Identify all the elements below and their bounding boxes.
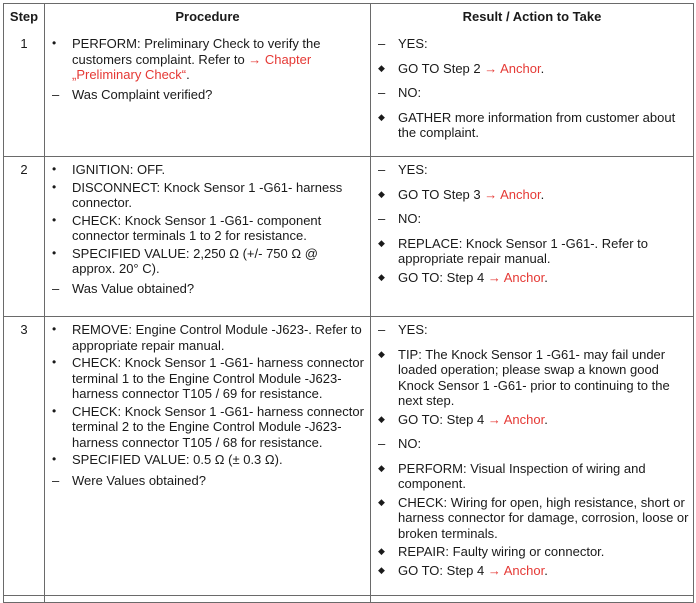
result-action: ◆ REPLACE: Knock Sensor 1 -G61-. Refer to appropriate repair manual. bbox=[378, 235, 648, 266]
result-action: ◆ GO TO Step 2 → Anchor. bbox=[378, 60, 545, 76]
header-result: Result / Action to Take bbox=[371, 4, 693, 29]
anchor-link[interactable]: → Anchor bbox=[484, 60, 541, 76]
anchor-link[interactable]: → Anchor bbox=[487, 269, 545, 285]
result-no: – NO: bbox=[378, 211, 422, 226]
row-divider bbox=[4, 595, 693, 596]
procedure-question: – Was Complaint verified? bbox=[52, 86, 213, 102]
result-yes: – YES: bbox=[378, 36, 428, 51]
result-action: ◆ GO TO: Step 4 → Anchor. bbox=[378, 562, 548, 578]
result-action: ◆ REPAIR: Faulty wiring or connector. bbox=[378, 544, 605, 559]
header-step: Step bbox=[4, 4, 44, 29]
column-divider bbox=[44, 4, 45, 602]
result-action: ◆ GO TO Step 3 → Anchor. bbox=[378, 186, 545, 202]
result-action: ◆ CHECK: Wiring for open, high resistance, short or harness connector for damage, corrosion, loose or broken terminals. bbox=[378, 494, 689, 541]
procedure-item: • CHECK: Knock Sensor 1 -G61- component connector terminals 1 to 2 for resistance. bbox=[52, 212, 322, 243]
procedure-table bbox=[3, 3, 694, 603]
result-cell bbox=[374, 322, 690, 578]
result-no: – NO: bbox=[378, 85, 422, 100]
procedure-cell bbox=[48, 36, 364, 102]
step-number: 1 bbox=[20, 36, 28, 51]
row-divider bbox=[4, 316, 693, 317]
procedure-question: – Was Value obtained? bbox=[52, 280, 195, 296]
procedure-item: • REMOVE: Engine Control Module -J623-. Refer to appropriate repair manual. bbox=[52, 322, 362, 353]
header-procedure: Procedure bbox=[45, 4, 370, 29]
result-action: ◆ PERFORM: Visual Inspection of wiring and component. bbox=[378, 460, 646, 491]
result-action: ◆ GATHER more information from customer about the complaint. bbox=[378, 109, 676, 140]
step-number: 2 bbox=[20, 162, 28, 177]
procedure-item: • DISCONNECT: Knock Sensor 1 -G61- harness connector. bbox=[52, 179, 343, 210]
procedure-question: – Were Values obtained? bbox=[52, 472, 206, 488]
result-yes: – YES: bbox=[378, 322, 428, 337]
result-cell bbox=[374, 162, 690, 285]
result-action: ◆ TIP: The Knock Sensor 1 -G61- may fail under loaded operation; please swap a known good Knock Sensor 1 -G61- prior to continuing to the next step. bbox=[378, 346, 670, 408]
result-cell bbox=[374, 36, 690, 141]
procedure-item: • PERFORM: Preliminary Check to verify the customers complaint. Refer to → Chapter „Preliminary Check“. bbox=[52, 36, 321, 82]
step-number: 3 bbox=[20, 322, 28, 337]
procedure-item: • SPECIFIED VALUE: 2,250 Ω (+/- 750 Ω @ approx. 20° C). bbox=[52, 245, 318, 276]
anchor-link[interactable]: → Anchor bbox=[484, 186, 541, 202]
result-action: ◆ GO TO: Step 4 → Anchor. bbox=[378, 411, 548, 427]
procedure-item: • SPECIFIED VALUE: 0.5 Ω (± 0.3 Ω). bbox=[52, 452, 283, 467]
anchor-link[interactable]: → Anchor bbox=[487, 562, 545, 578]
procedure-cell bbox=[48, 322, 364, 488]
result-yes: – YES: bbox=[378, 162, 428, 177]
procedure-item: • CHECK: Knock Sensor 1 -G61- harness connector terminal 2 to the Engine Control Module -J623- harness connector T105 / 68 for resistance. bbox=[52, 403, 364, 450]
row-divider bbox=[4, 156, 693, 157]
result-no: – NO: bbox=[378, 436, 422, 451]
chapter-link[interactable]: → Chapter „Preliminary Check“ bbox=[72, 51, 312, 82]
procedure-item: • IGNITION: OFF. bbox=[52, 162, 166, 177]
column-divider bbox=[370, 4, 371, 602]
anchor-link[interactable]: → Anchor bbox=[487, 411, 545, 427]
procedure-item: • CHECK: Knock Sensor 1 -G61- harness connector terminal 1 to the Engine Control Module -J623- harness connector T105 / 69 for resistance. bbox=[52, 355, 364, 401]
result-action: ◆ GO TO: Step 4 → Anchor. bbox=[378, 269, 548, 285]
procedure-cell bbox=[48, 162, 364, 296]
